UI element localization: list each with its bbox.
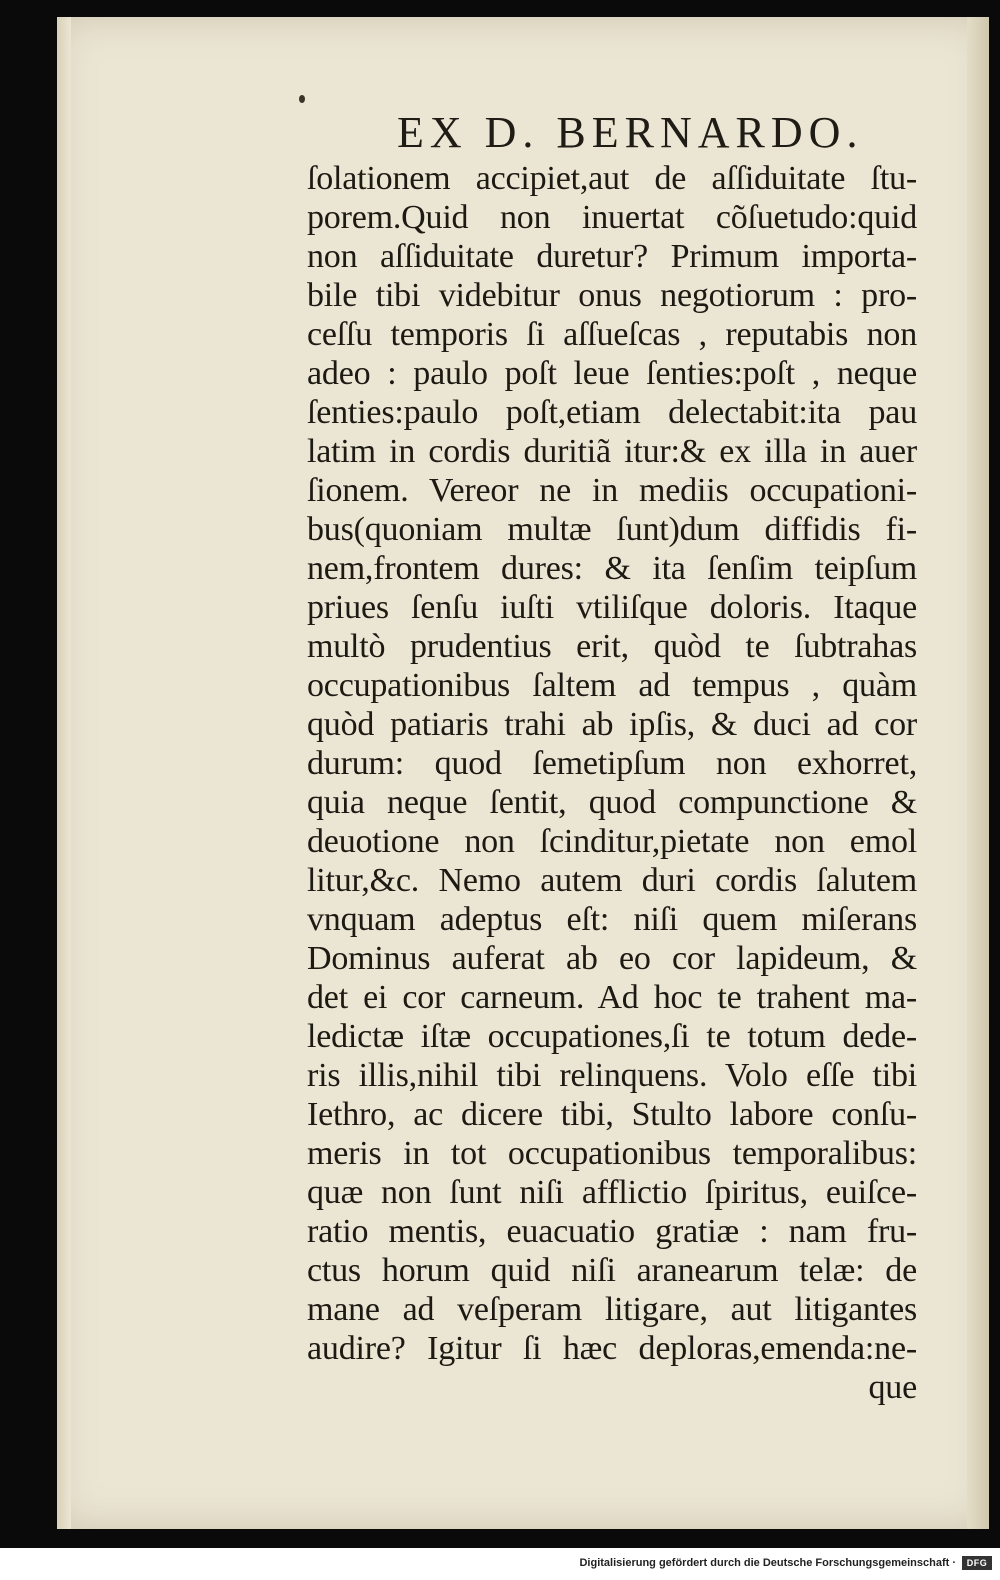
text-line: quæ non ſunt niſi afflictio ſpiritus, euiſce- [307,1174,917,1211]
text-line: quòd patiaris trahi ab ipſis, & duci ad cor [307,706,917,743]
text-line: ris illis,nihil tibi relinquens. Volo eſſe tibi [307,1057,917,1094]
text-line: multò prudentius erit, quòd te ſubtrahas [307,628,917,665]
dfg-logo: DFG [962,1556,992,1570]
text-line: Iethro, ac dicere tibi, Stulto labore conſu- [307,1096,917,1133]
text-line: meris in tot occupationibus temporalibus: [307,1135,917,1172]
text-line: priues ſenſu iuſti vtiliſque doloris. Itaque [307,589,917,626]
text-line: ſenties:paulo poſt,etiam delectabit:ita pau [307,394,917,431]
text-line: mane ad veſperam litigare, aut litigantes [307,1291,917,1328]
text-line: adeo : paulo poſt leue ſenties:poſt , neque [307,355,917,392]
text-line: ſionem. Vereor ne in mediis occupationi- [307,472,917,509]
ink-speck [299,95,305,103]
text-line: nem,frontem dures: & ita ſenſim teipſum [307,550,917,587]
text-line: vnquam adeptus eſt: niſi quem miſerans [307,901,917,938]
page-gutter-shadow [57,17,71,1529]
footer-bar [0,1548,1000,1580]
text-line: deuotione non ſcinditur,pietate non emol [307,823,917,860]
text-line: quia neque ſentit, quod compunctione & [307,784,917,821]
text-line: det ei cor carneum. Ad hoc te trahent ma- [307,979,917,1016]
text-line: porem.Quid non inuertat cõſuetudo:quid [307,199,917,236]
text-line: ſolationem accipiet,aut de aſſiduitate ſtu- [307,160,917,197]
text-line: bile tibi videbitur onus negotiorum : pro- [307,277,917,314]
text-line: ledictæ iſtæ occupationes,ſi te totum dede- [307,1018,917,1055]
text-line: Dominus auferat ab eo cor lapideum, & [307,940,917,977]
text-line: latim in cordis duritiã itur:& ex illa in auer [307,433,917,470]
funding-credit: Digitalisierung gefördert durch die Deutsche Forschungsgemeinschaft · [579,1557,956,1569]
text-line: ceſſu temporis ſi aſſueſcas , reputabis non [307,316,917,353]
text-line: ratio mentis, euacuatio gratiæ : nam fru- [307,1213,917,1250]
text-line: non aſſiduitate duretur? Primum importa- [307,238,917,275]
body-text [307,159,917,1407]
catchword: que [868,1369,917,1406]
running-head: EX D. BERNARDO. [397,108,864,157]
text-line: ctus horum quid niſi aranearum telæ: de [307,1252,917,1289]
text-line: litur,&c. Nemo autem duri cordis ſalutem [307,862,917,899]
text-line: durum: quod ſemetipſum non exhorret, [307,745,917,782]
text-line: occupationibus ſaltem ad tempus , quàm [307,667,917,704]
text-line: audire? Igitur ſi hæc deploras,emenda:ne- [307,1330,917,1367]
book-page [57,17,989,1529]
page-fore-edge [967,17,989,1529]
text-line: bus(quoniam multæ ſunt)dum diffidis fi- [307,511,917,548]
